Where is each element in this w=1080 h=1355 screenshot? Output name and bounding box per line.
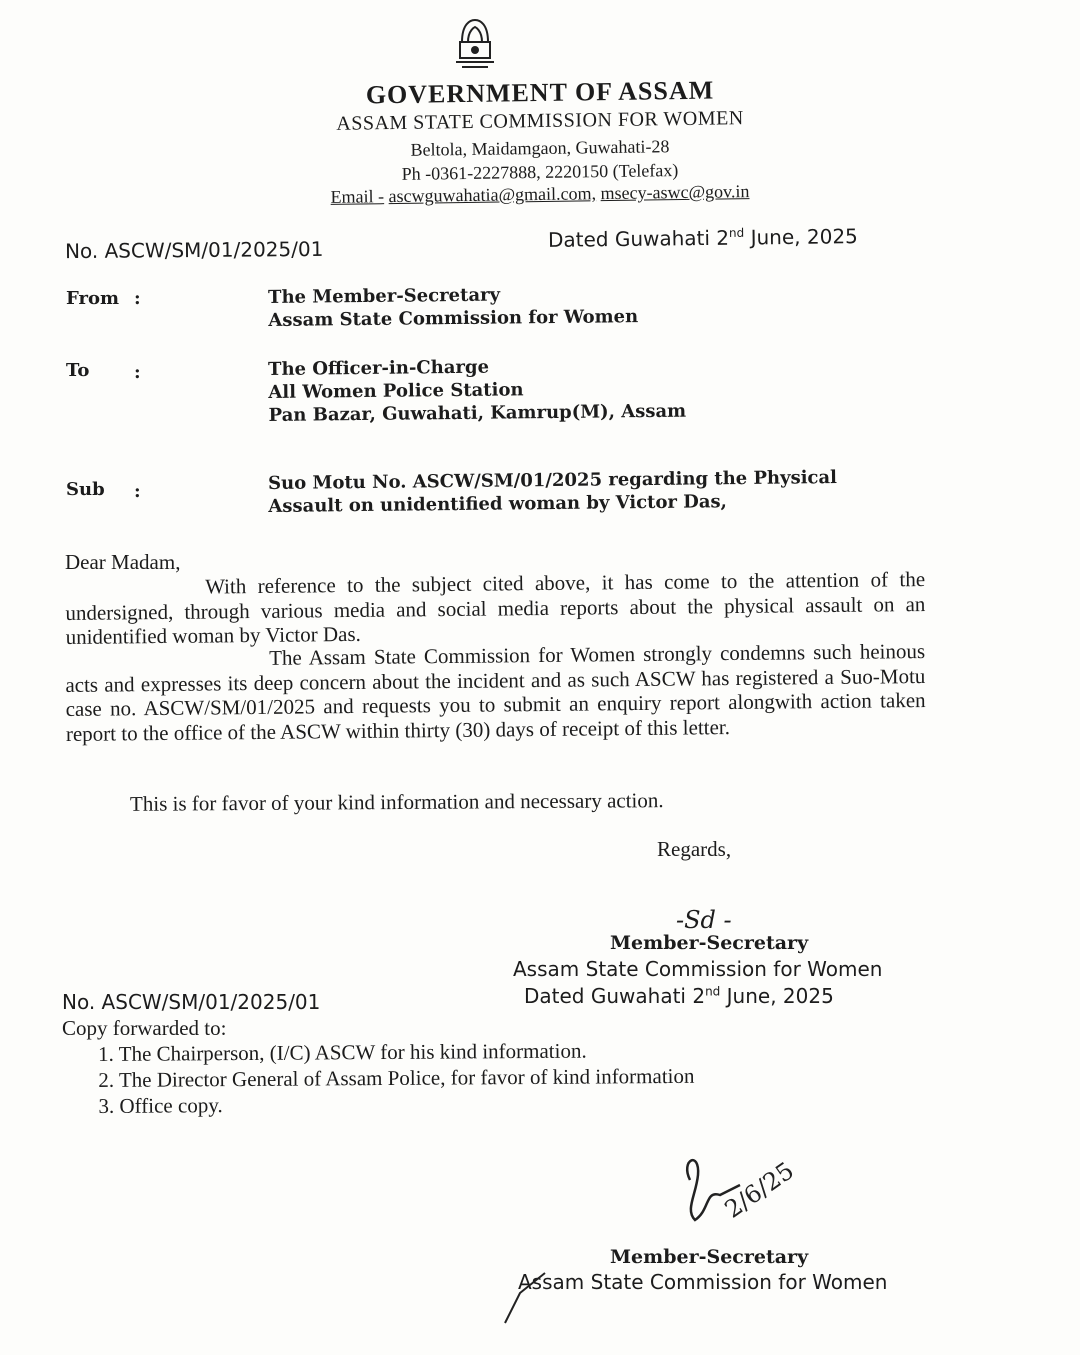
header-title: GOVERNMENT OF ASSAM: [365, 75, 715, 110]
subject-line: Assault on unidentified woman by Victor Das,: [268, 491, 727, 517]
email-label: Email -: [330, 186, 385, 207]
from-line: The Member-Secretary: [268, 284, 501, 308]
from-label: From: [66, 288, 119, 309]
subject-line: Suo Motu No. ASCW/SM/01/2025 regarding the Physical: [268, 467, 838, 494]
to-line: All Women Police Station: [268, 379, 524, 403]
subject-label: Sub: [66, 479, 105, 500]
copy-reference-number: No. ASCW/SM/01/2025/01: [62, 990, 321, 1014]
subject-colon: :: [134, 481, 141, 502]
signed-mark: -Sd -: [676, 906, 732, 934]
copy-item: 1. The Chairperson, (I/C) ASCW for his kind information.: [98, 1038, 587, 1066]
email-link-1[interactable]: ascwguwahatia@gmail.com,: [388, 183, 597, 207]
from-colon: :: [134, 288, 141, 309]
paragraph-3: This is for favor of your kind information and necessary action.: [129, 788, 664, 816]
from-block: [268, 282, 638, 332]
state-emblem-icon: [440, 12, 510, 72]
copy-heading: Copy forwarded to:: [62, 1016, 227, 1040]
to-line: The Officer-in-Charge: [268, 356, 490, 380]
signatory-org: Assam State Commission for Women: [513, 957, 883, 981]
paragraph-2: The Assam State Commission for Women strongly condemns such heinous acts and expresses its deep concern about the incident and as such ASCW has registered a Suo-Motu case no. ASCW/SM/01/2025 and requests you to submit an enquiry report alongwith action taken report to the office of the ASCW within thirty (30) days of receipt of this letter.: [65, 638, 926, 746]
to-label: To: [66, 360, 90, 381]
salutation: Dear Madam,: [65, 550, 181, 574]
copy-signatory-title: Member-Secretary: [610, 1246, 809, 1268]
regards: Regards,: [657, 837, 732, 861]
copy-list: [98, 1037, 695, 1119]
subject-block: [268, 466, 837, 518]
handwritten-tick-icon: [500, 1268, 550, 1328]
signatory-title: Member-Secretary: [610, 932, 809, 954]
from-line: Assam State Commission for Women: [268, 306, 639, 331]
to-colon: :: [134, 362, 141, 383]
header-organization: ASSAM STATE COMMISSION FOR WOMEN: [336, 107, 744, 135]
paragraph-1: With reference to the subject cited above, it has come to the attention of the undersigned, through various media and social media reports about the physical assault on an unidentified woman by Victor Das.: [65, 566, 926, 649]
letter-date: Dated Guwahati 2nd June, 2025: [547, 224, 858, 252]
copy-signatory-org: Assam State Commission for Women: [518, 1270, 888, 1294]
to-line: Pan Bazar, Guwahati, Kamrup(M), Assam: [268, 400, 687, 426]
copy-item: 3. Office copy.: [98, 1093, 223, 1118]
header-phone: Ph -0361-2227888, 2220150 (Telefax): [401, 160, 679, 184]
signatory-date: Dated Guwahati 2nd June, 2025: [524, 984, 834, 1008]
handwritten-initials: [680, 1140, 800, 1230]
email-link-2[interactable]: msecy-aswc@gov.in: [600, 181, 750, 204]
header-address: Beltola, Maidamgaon, Guwahati-28: [410, 136, 670, 160]
reference-number: No. ASCW/SM/01/2025/01: [64, 236, 324, 264]
copy-item: 2. The Director General of Assam Police, for favor of kind information: [98, 1063, 695, 1092]
to-block: [268, 354, 686, 427]
handwritten-date: 2/6/25: [719, 1156, 799, 1224]
